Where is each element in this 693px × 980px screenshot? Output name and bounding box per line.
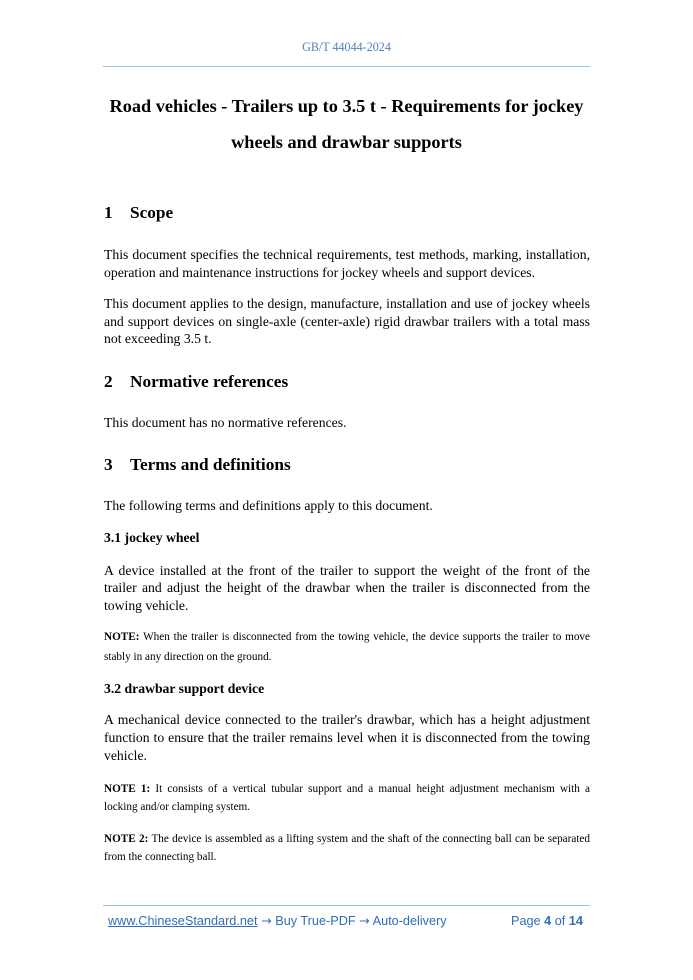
page-number: 4 (544, 914, 552, 928)
paragraph-line: This document has no normative references. (104, 415, 347, 430)
section-heading (104, 453, 590, 477)
arrow-right-icon: → (359, 913, 370, 928)
note-text: It consists of a vertical tubular support and a manual height adjustment mechanism with a (155, 783, 591, 795)
paragraph-line: This document applies to the design, manufacture, installation and use of jockey wheels (104, 296, 590, 311)
note-label: NOTE 2: (104, 833, 149, 845)
page-label: Page (510, 914, 541, 928)
note-line: locking and/or clamping system. (104, 801, 251, 813)
definition-line: A device installed at the front of the trailer to support the weight of the front of the (104, 563, 590, 578)
paragraph-line: and support devices on single-axle (center-axle) rigid drawbar trailers with a total mass (104, 313, 590, 329)
website-link[interactable]: www.ChineseStandard.net (108, 914, 258, 928)
title-line: Road vehicles - Trailers up to 3.5 t - Requirements for jockey (109, 96, 584, 116)
page-of-label: of (554, 914, 566, 928)
footer-rule (103, 905, 590, 906)
note-text: When the trailer is disconnected from the towing vehicle, the device supports the trailer to move (143, 631, 590, 643)
definition-line: function to ensure that the trailer remains level when it is disconnected from the towing (104, 730, 590, 745)
paragraph-line: The following terms and definitions apply to this document. (104, 498, 433, 513)
term-heading (104, 679, 590, 699)
footer-promo (108, 912, 447, 930)
term-number: 3.1 (104, 530, 122, 545)
document-code-header: GB/T 44044-2024 (302, 40, 391, 54)
section-heading (104, 201, 590, 225)
note-line: stably in any direction on the ground. (104, 651, 272, 663)
term-heading (104, 528, 590, 548)
section-title: Terms and definitions (130, 455, 291, 474)
title-line: wheels and drawbar supports (231, 132, 462, 152)
arrow-right-icon: → (261, 913, 272, 928)
note-line: from the connecting ball. (104, 851, 217, 863)
note-text: The device is assembled as a lifting system and the shaft of the connecting ball can be separated (151, 833, 590, 845)
auto-delivery-text: Auto-delivery (372, 914, 447, 928)
note-line (104, 629, 590, 645)
footer (108, 912, 583, 930)
definition-line: A mechanical device connected to the trailer's drawbar, which has a height adjustment (104, 712, 590, 727)
note-line (104, 781, 590, 797)
page-indicator (511, 912, 583, 930)
section-title: Scope (130, 203, 174, 222)
section-number: 2 (104, 372, 113, 391)
paragraph-line: This document specifies the technical requirements, test methods, marking, installation, (104, 247, 590, 262)
note-label: NOTE 1: (104, 783, 151, 795)
definition-line: vehicle. (104, 748, 147, 763)
section-number: 1 (104, 203, 113, 222)
page-total: 14 (568, 914, 583, 928)
term-name: drawbar support device (124, 681, 265, 696)
section-number: 3 (104, 455, 113, 474)
term-number: 3.2 (104, 681, 122, 696)
section-heading (104, 370, 590, 394)
definition-line: trailer and adjust the height of the drawbar when the trailer is disconnected from the (104, 580, 590, 595)
note-line (104, 831, 590, 847)
section-title: Normative references (130, 372, 289, 391)
paragraph-line: operation and maintenance instructions for jockey wheels and support devices. (104, 264, 536, 280)
note-label: NOTE: (104, 631, 140, 643)
paragraph-line: not exceeding 3.5 t. (104, 331, 212, 346)
header-rule (103, 66, 590, 67)
buy-true-pdf-text: Buy True-PDF (275, 914, 356, 928)
definition-line: towing vehicle. (104, 598, 189, 613)
term-name: jockey wheel (124, 530, 200, 545)
